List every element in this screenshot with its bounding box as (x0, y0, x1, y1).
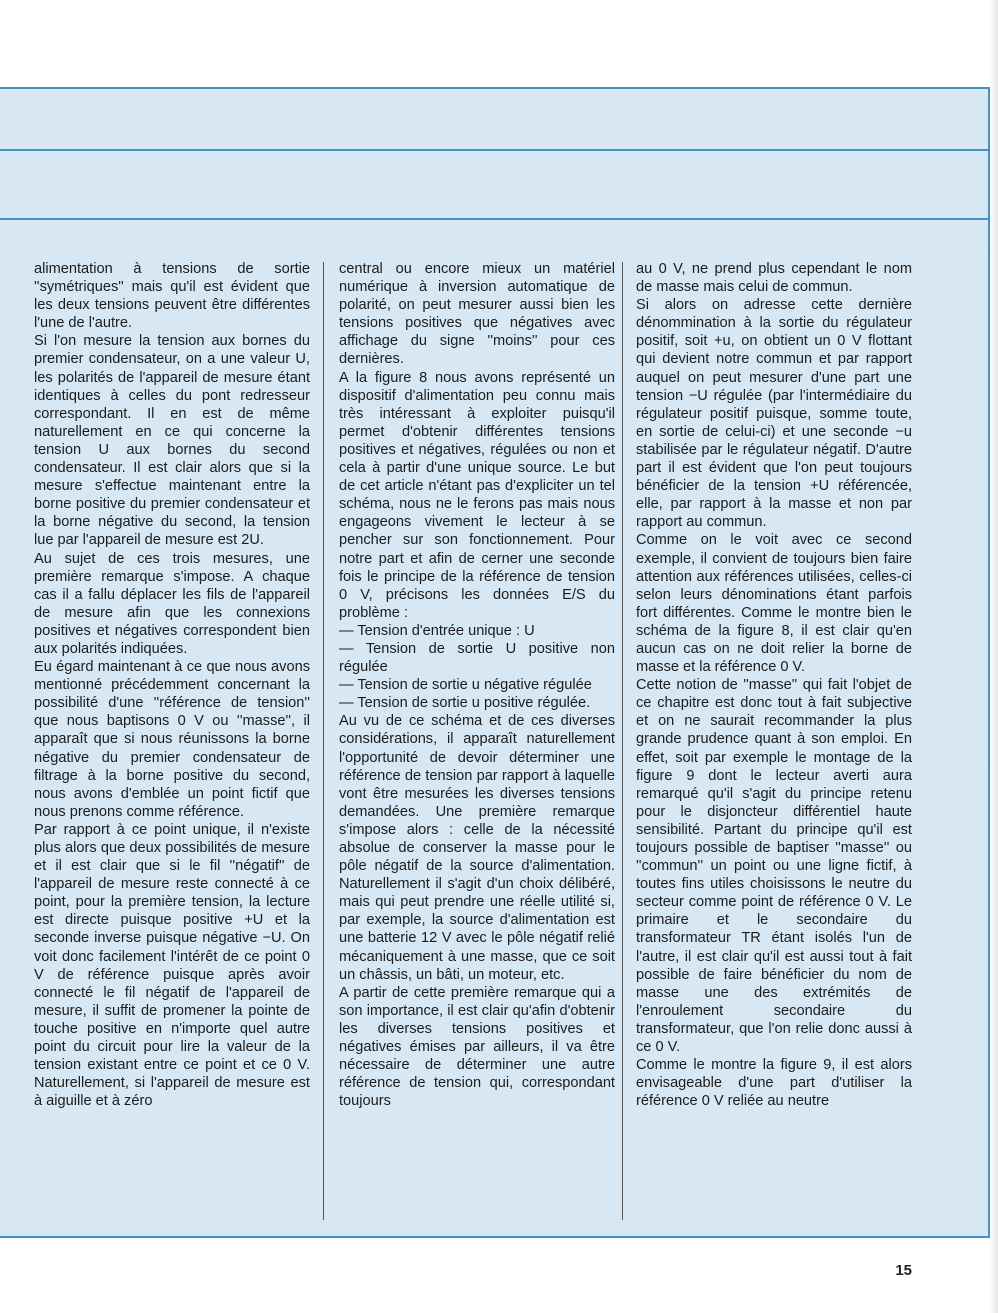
paragraph: au 0 V, ne prend plus cependant le nom de masse mais celui de commun. (636, 261, 912, 296)
column-divider (323, 262, 324, 1220)
column-2 (339, 260, 615, 1110)
paragraph: Cette notion de ''masse'' qui fait l'objet de ce chapitre est donc tout à fait subjective et on ne saurait recommander la plus grande prudence quant à son emploi. En effet, soit par exemple le montage de la figure 9 dont le lecteur averti aura remarqué qu'il s'agit du principe retenu pour le disjoncteur différentiel haute sensibilité. Partant du principe qu'il est toujours possible de baptiser ''masse'' ou ''commun'' un point ou une ligne fictif, à toutes fins utiles choisissons le neutre du secteur comme point de référence 0 V. Le primaire et le secondaire du transformateur TR étant isolés l'un de l'autre, il est clair qu'il est aussi tout à fait possible de faire bénéficier du nom de masse une des extrémités de l'enroulement secondaire du transformateur, que l'on relie donc aussi à ce 0 V. (636, 677, 912, 1056)
page-number: 15 (895, 1262, 912, 1279)
column-3 (636, 260, 912, 1110)
article-panel (0, 218, 990, 1238)
paragraph: Si alors on adresse cette dernière dénommination à la sortie du régulateur positif, soit +u, on obtient un 0 V flottant qui devient notre commun et par rapport auquel on peut mesurer d'une part une tension −U régulée (par l'intermédiaire du régulateur positif puisque, somme toute, en sortie de celui-ci) et une seconde −u stabilisée par le régulateur négatif. D'autre part il est évident que l'on peut toujours bénéficier de la tension +U référencée, elle, par rapport à la masse et non par rapport au commun. (636, 297, 912, 531)
paragraph: Au sujet de ces trois mesures, une première remarque s'impose. A chaque cas il a fallu déplacer les fils de l'appareil de mesure afin que les connexions positives et négatives correspondent bien aux polarités indiquées. (34, 550, 310, 657)
paragraph: Par rapport à ce point unique, il n'existe plus alors que deux possibilités de mesure et il est clair que si le fil ''négatif'' de l'appareil de mesure reste connecté à ce point, pour la première tension, la lecture est directe puisque positive +U et la seconde inverse puisque négative −U. On voit donc facilement l'intérêt de ce point 0 V de référence puisque après avoir connecté le fil négatif de l'appareil de mesure, il suffit de promener la pointe de touche positive en n'importe quel autre point du circuit pour lire la valeur de la tension existant entre ce point et ce 0 V. Naturellement, si l'appareil de mesure est à aiguille et à zéro (34, 821, 310, 1110)
paragraph: Si l'on mesure la tension aux bornes du premier condensateur, on a une valeur U, les polarités de l'appareil de mesure étant identiques à celles du pont redresseur correspondant. Il en est de même naturellement en ce qui concerne la tension U aux bornes du second condensateur. Il est clair alors que si la mesure s'effectue maintenant entre la borne positive du premier condensateur et la borne négative du second, la tension lue par l'appareil de mesure est 2U. (34, 333, 310, 549)
paragraph: Eu égard maintenant à ce que nous avons mentionné précédemment concernant la possibilité d'une ''référence de tension'' que nous baptisons 0 V ou ''masse'', il apparaît que si nous réunissons la borne négative du premier condensateur de filtrage à la borne positive du second, nous avons d'emblée un point fictif que nous prenons comme référence. (34, 659, 310, 820)
list-item: — Tension d'entrée unique : U (339, 622, 535, 639)
paragraph: A la figure 8 nous avons représenté un dispositif d'alimentation peu connu mais très intéressant à exploiter puisqu'il permet d'obtenir différentes tensions positives et négatives, régulées ou non et cela à partir d'une unique source. Le but de cet article n'étant pas d'expliciter un tel schéma, nous ne le ferons pas mais nous engageons vivement le lecteur à se pencher sur son fonctionnement. Pour notre part et afin de cerner une seconde fois le principe de la référence de tension 0 V, précisons les données E/S du problème : (339, 369, 615, 621)
paragraph: A partir de cette première remarque qui a son importance, il est clair qu'afin d'obtenir les diverses tensions positives et négatives émises par ailleurs, il va être nécessaire de déterminer une autre référence de tension qui, correspondant toujours (339, 984, 615, 1110)
list-item: — Tension de sortie u positive régulée. (339, 695, 591, 712)
list-item: — Tension de sortie u négative régulée (339, 677, 592, 694)
paragraph: Comme on le voit avec ce second exemple, il convient de toujours bien faire attention aux références utilisées, celles-ci selon leurs dénominations étant parfois fort différentes. Comme le montre bien le schéma de la figure 8, il est clair qu'en aucun cas on ne doit relier la borne de masse et la référence 0 V. (636, 532, 912, 676)
paragraph: Au vu de ce schéma et de ces diverses considérations, il apparaît naturellement l'opportunité de devoir déterminer une référence de tension par rapport à laquelle vont être mesurées les diverses tensions demandées. Une première remarque s'impose alors : celle de la nécessité absolue de conserver la masse pour le pôle négatif de la source d'alimentation. Naturellement il s'agit d'un choix délibéré, mais qui peut prendre une réelle utilité si, par exemple, la source d'alimentation est une batterie 12 V avec le pôle négatif relié mécaniquement à une masse, que ce soit un châssis, un bâti, un moteur, etc. (339, 713, 615, 983)
paragraph: Comme le montre la figure 9, il est alors envisageable d'une part d'utiliser la référence 0 V reliée au neutre (636, 1057, 912, 1110)
list-item: — Tension de sortie U positive non régulée (339, 640, 615, 676)
header-blue-band (0, 149, 990, 219)
paragraph: alimentation à tensions de sortie ''symétriques'' mais qu'il est évident que les deux tensions peuvent être différentes l'une de l'autre. (34, 261, 310, 332)
paragraph: central ou encore mieux un matériel numérique à inversion automatique de polarité, on peut mesurer aussi bien les tensions positives que négatives avec affichage du signe ''moins'' pour ces dernières. (339, 261, 615, 368)
page-edge-shadow (990, 0, 998, 1313)
column-divider (622, 262, 623, 1220)
top-blue-band (0, 87, 990, 151)
column-1 (34, 260, 310, 1110)
